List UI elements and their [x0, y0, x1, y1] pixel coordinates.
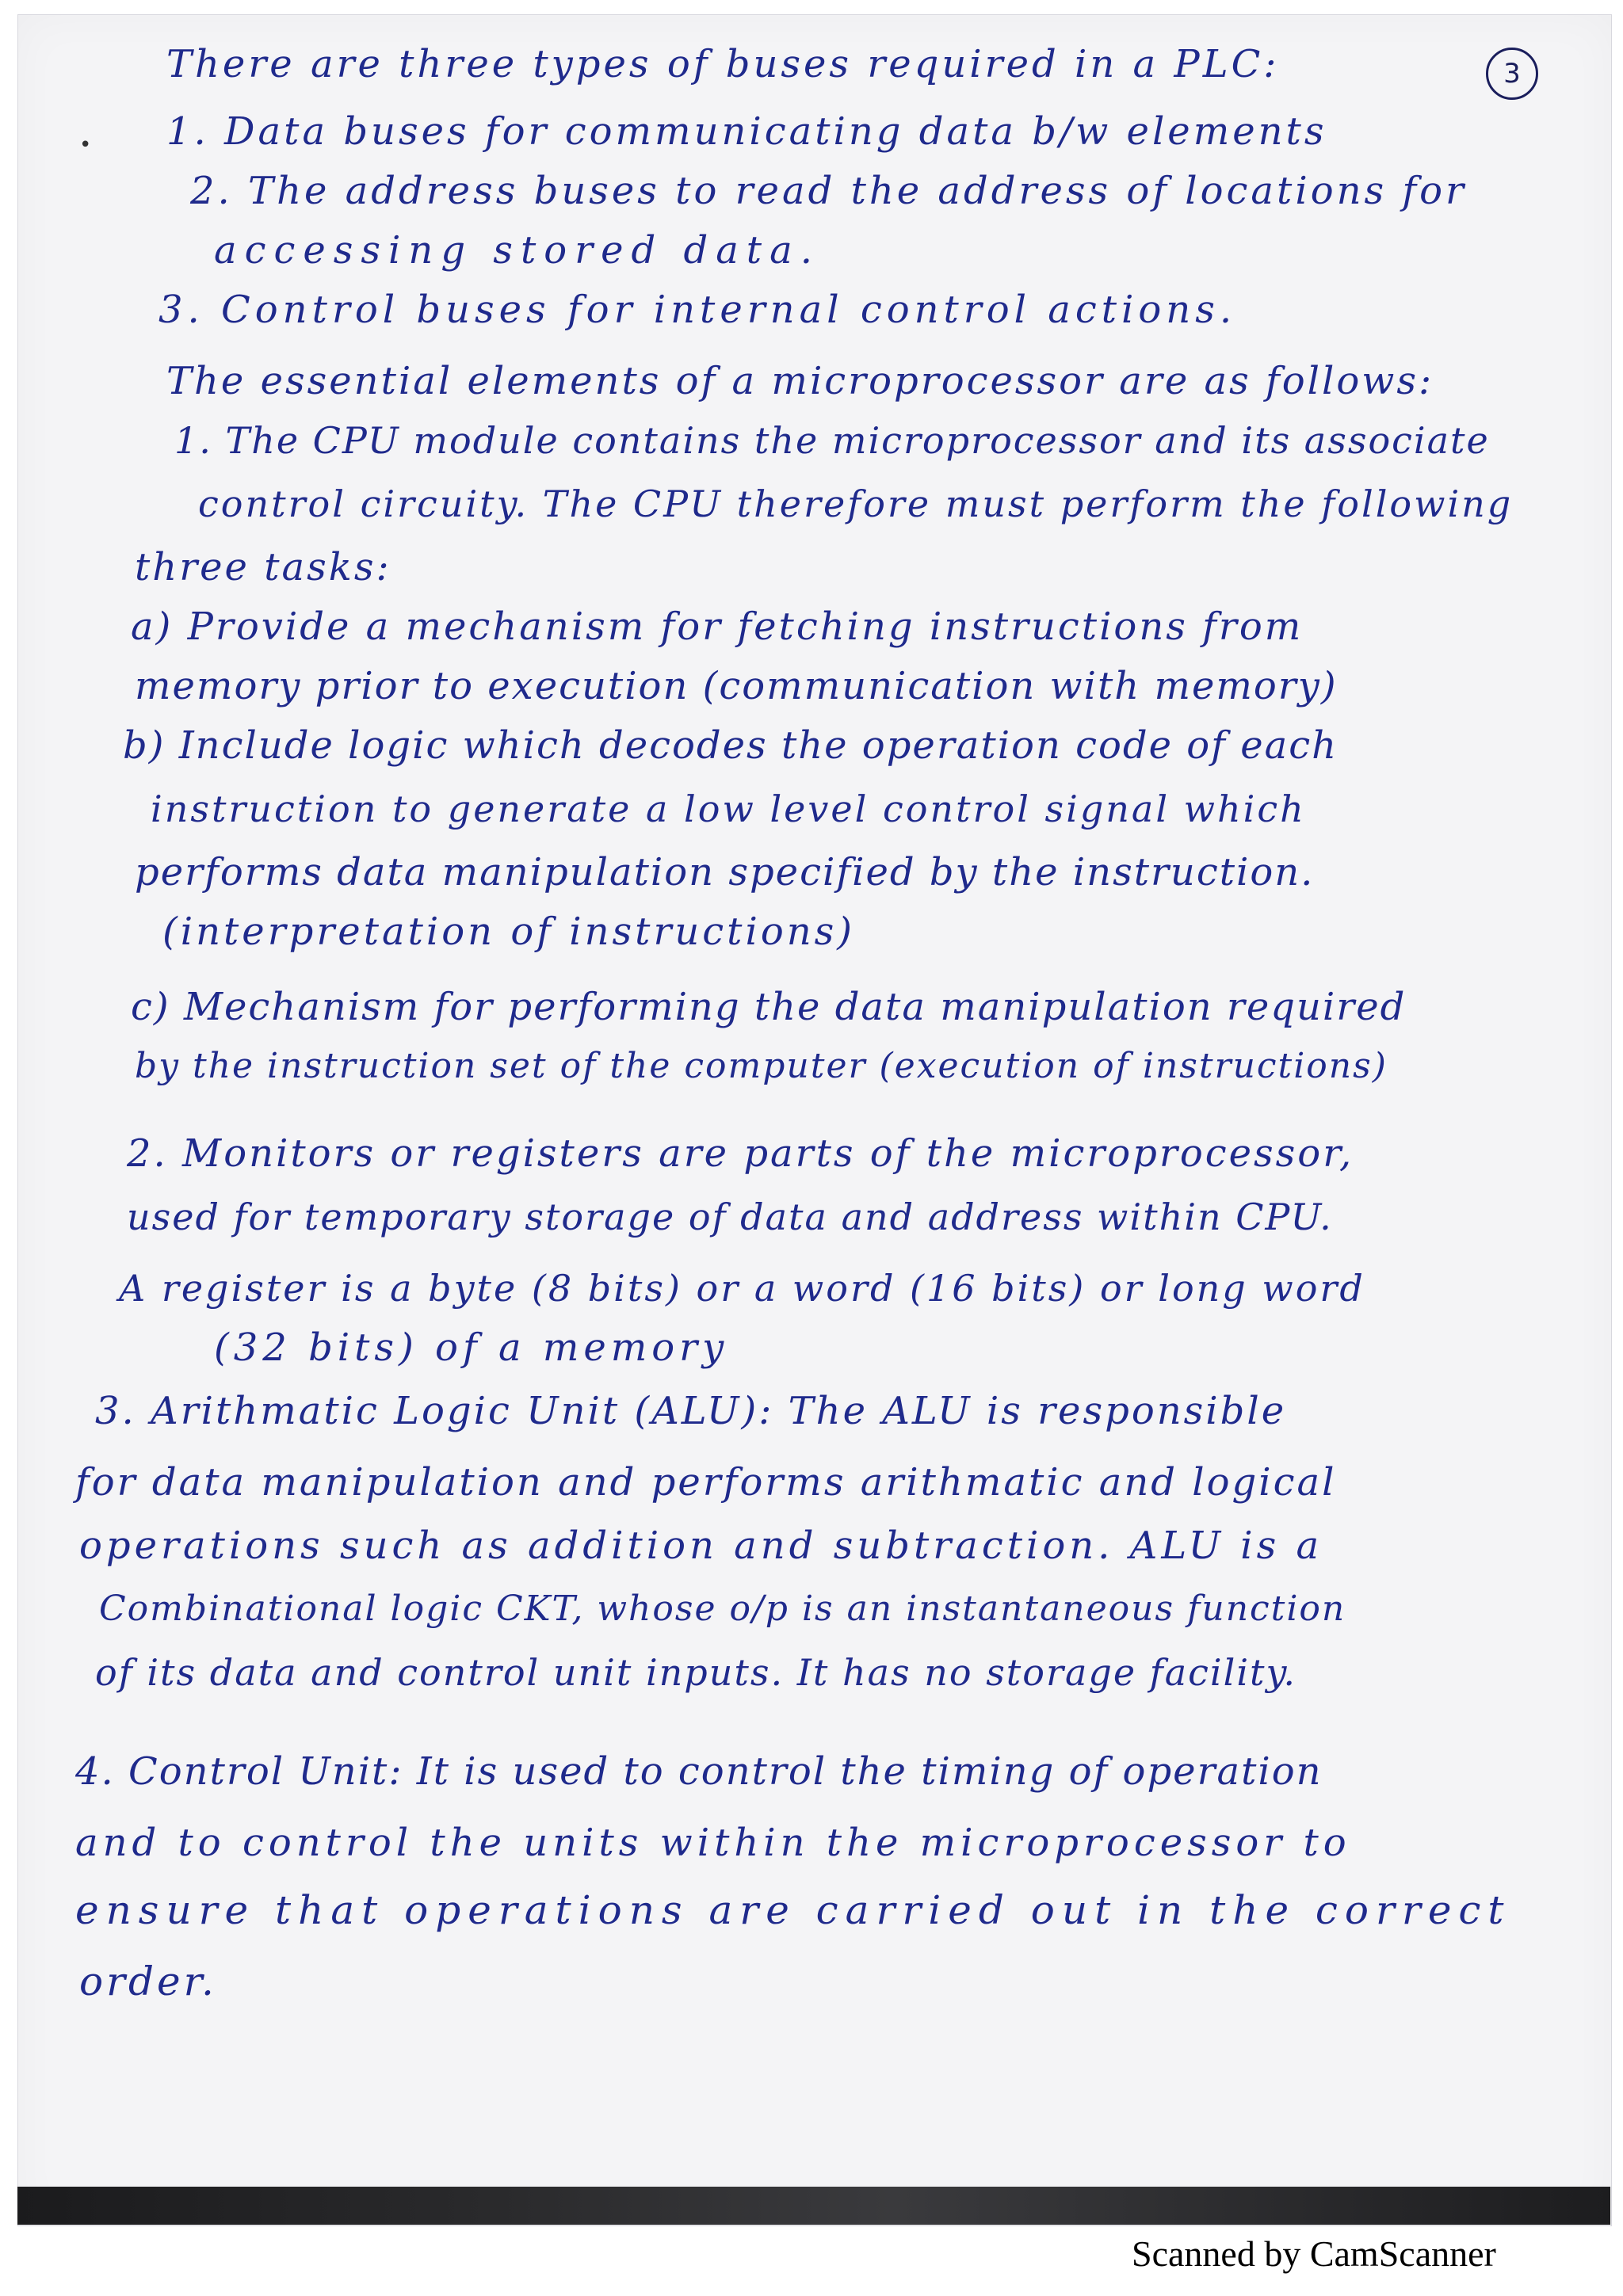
handwritten-line: by the instruction set of the computer (execution of instructions) [135, 1046, 1388, 1086]
handwritten-line: Combinational logic CKT, whose o/p is an instantaneous function [99, 1589, 1346, 1629]
handwritten-line: instruction to generate a low level control signal which [151, 788, 1306, 830]
handwritten-line: accessing stored data. [214, 228, 820, 273]
handwritten-line: ensure that operations are carried out in the correct [75, 1887, 1511, 1933]
page-number-badge: 3 [1486, 48, 1538, 100]
handwritten-line: The essential elements of a microprocessor are as follows: [166, 359, 1434, 403]
scan-edge-shadow [17, 2187, 1610, 2225]
handwritten-line: b) Include logic which decodes the operation code of each [123, 723, 1338, 768]
handwritten-line: 3. Arithmatic Logic Unit (ALU): The ALU is responsible [95, 1389, 1287, 1433]
handwritten-line: 4. Control Unit: It is used to control the timing of operation [75, 1749, 1323, 1794]
handwritten-line: control circuity. The CPU therefore must perform the following [198, 482, 1514, 525]
handwritten-line: of its data and control unit inputs. It has no storage facility. [95, 1651, 1297, 1694]
handwritten-line: 2. The address buses to read the address of locations for [190, 169, 1467, 213]
handwritten-line: c) Mechanism for performing the data manipulation required [131, 985, 1407, 1029]
handwritten-line: performs data manipulation specified by the instruction. [135, 850, 1315, 894]
handwritten-line: (interpretation of instructions) [162, 910, 855, 954]
handwritten-line: (32 bits) of a memory [214, 1325, 729, 1370]
handwritten-line: three tasks: [135, 545, 391, 589]
scanner-watermark: Scanned by CamScanner [1132, 2233, 1496, 2274]
handwritten-line: 3. Control buses for internal control actions. [158, 288, 1237, 332]
handwritten-line: There are three types of buses required in a PLC: [166, 42, 1280, 86]
handwritten-line: 1. The CPU module contains the microprocessor and its associate [174, 419, 1490, 462]
handwritten-line: 1. Data buses for communicating data b/w elements [166, 109, 1327, 154]
handwritten-line: A register is a byte (8 bits) or a word (16 bits) or long word [119, 1267, 1365, 1310]
handwritten-line: memory prior to execution (communication with memory) [135, 664, 1338, 708]
handwritten-line: a) Provide a mechanism for fetching instructions from [131, 605, 1304, 649]
handwritten-line: and to control the units within the microprocessor to [75, 1821, 1351, 1865]
handwritten-line: for data manipulation and performs arithmatic and logical [75, 1460, 1337, 1505]
margin-dot: • [79, 133, 92, 157]
handwritten-line: 2. Monitors or registers are parts of the microprocessor, [127, 1131, 1354, 1176]
handwritten-line: order. [79, 1958, 217, 2004]
handwritten-line: operations such as addition and subtraction. ALU is a [79, 1524, 1323, 1568]
handwritten-line: used for temporary storage of data and address within CPU. [127, 1196, 1333, 1238]
